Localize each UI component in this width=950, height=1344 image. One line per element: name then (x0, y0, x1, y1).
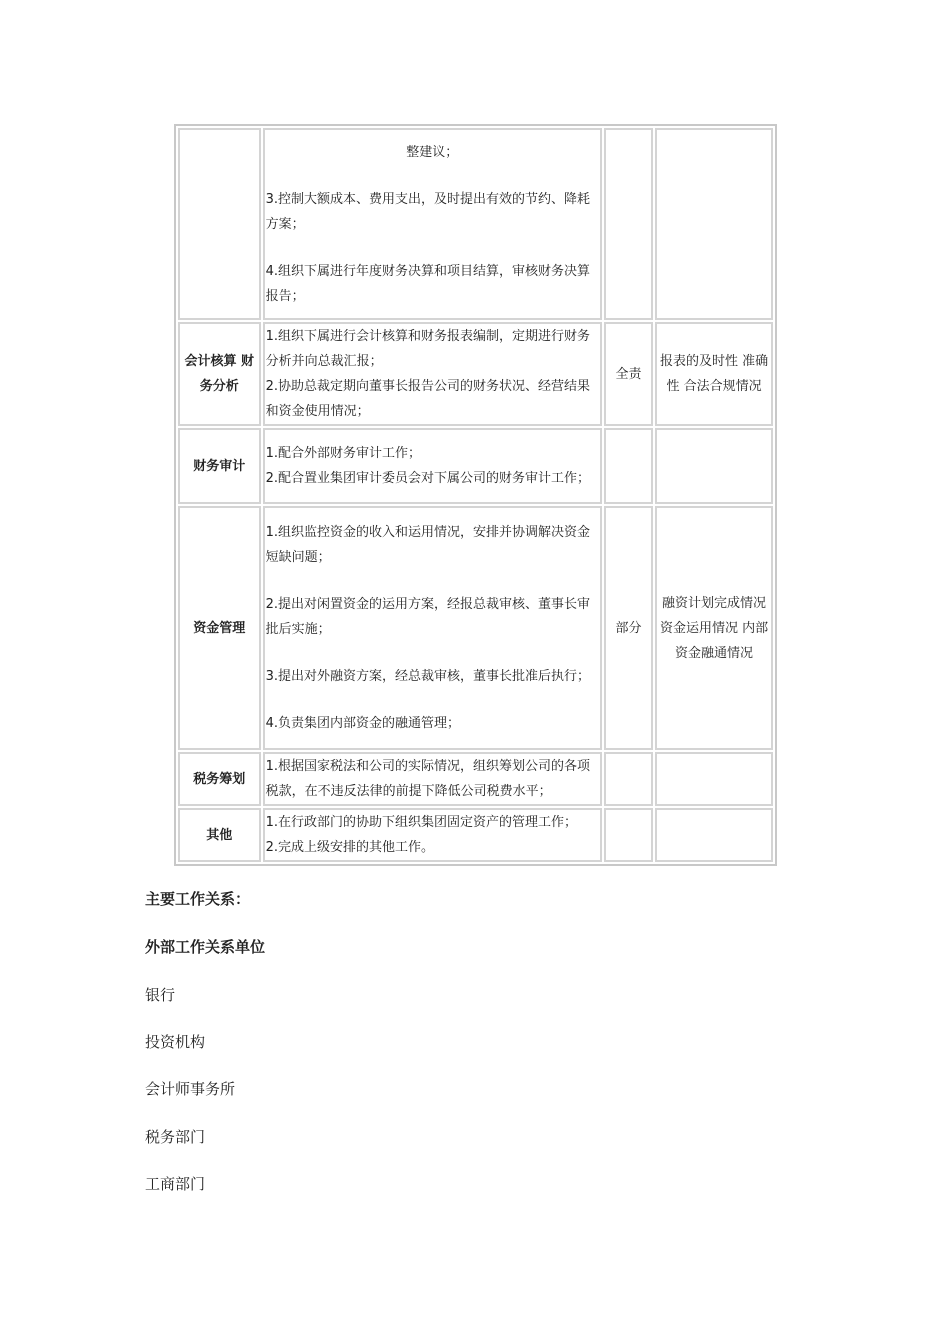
row-tasks (263, 808, 602, 862)
task-line: 整建议； (406, 144, 459, 160)
row-responsibility (604, 808, 653, 862)
task-line: 4.组织下属进行年度财务决算和项目结算，审核财务决算报告； (265, 263, 590, 304)
row-name: 财务审计 (178, 428, 261, 504)
row-name: 会计核算 财务分析 (178, 322, 261, 426)
external-heading: 外部工作关系单位 (145, 938, 266, 956)
table-row (178, 428, 773, 504)
task-line: 1.在行政部门的协助下组织集团固定资产的管理工作； (265, 815, 577, 830)
task-line: 1.根据国家税法和公司的实际情况，组织筹划公司的各项税款，在不违反法律的前提下降低公司税费水平； (265, 759, 590, 799)
task-line: 1.组织监控资金的收入和运用情况，安排并协调解决资金短缺问题； (265, 525, 590, 565)
task-line: 2.配合置业集团审计委员会对下属公司的财务审计工作； (265, 471, 590, 486)
row-kpi (655, 128, 773, 320)
row-kpi (655, 428, 773, 504)
row-responsibility (604, 428, 653, 504)
task-line: 1.配合外部财务审计工作； (265, 446, 421, 461)
row-responsibility (604, 752, 653, 806)
task-line: 2.完成上级安排的其他工作。 (265, 840, 434, 855)
table-row (178, 506, 773, 750)
row-name: 税务筹划 (178, 752, 261, 806)
external-unit: 投资机构 (145, 1033, 206, 1051)
external-unit: 税务部门 (145, 1128, 206, 1146)
table-row (178, 808, 773, 862)
external-unit: 会计师事务所 (145, 1080, 236, 1098)
relations-heading: 主要工作关系： (145, 890, 251, 908)
table-row (178, 752, 773, 806)
row-tasks (263, 322, 602, 426)
row-tasks (263, 428, 602, 504)
task-line: 2.提出对闲置资金的运用方案，经报总裁审核、董事长审批后实施； (265, 597, 590, 637)
row-kpi: 融资计划完成情况 资金运用情况 内部资金融通情况 (655, 506, 773, 750)
row-name: 其他 (178, 808, 261, 862)
row-name (178, 128, 261, 320)
row-tasks (263, 752, 602, 806)
external-unit: 银行 (145, 986, 176, 1004)
row-name: 资金管理 (178, 506, 261, 750)
external-unit: 工商部门 (145, 1175, 206, 1193)
task-line: 3.提出对外融资方案，经总裁审核，董事长批准后执行； (265, 669, 590, 684)
row-kpi (655, 808, 773, 862)
task-line: 4.负责集团内部资金的融通管理； (265, 716, 460, 731)
row-tasks (263, 128, 602, 320)
row-responsibility (604, 128, 653, 320)
responsibility-table (174, 124, 777, 866)
row-kpi (655, 752, 773, 806)
table-row (178, 128, 773, 320)
row-responsibility: 全责 (604, 322, 653, 426)
task-line: 3.控制大额成本、费用支出，及时提出有效的节约、降耗方案； (265, 191, 590, 232)
row-tasks (263, 506, 602, 750)
task-line: 2.协助总裁定期向董事长报告公司的财务状况、经营结果和资金使用情况； (265, 379, 590, 419)
table-row (178, 322, 773, 426)
row-responsibility: 部分 (604, 506, 653, 750)
row-kpi: 报表的及时性 准确性 合法合规情况 (655, 322, 773, 426)
task-line: 1.组织下属进行会计核算和财务报表编制，定期进行财务分析并向总裁汇报； (265, 329, 590, 369)
